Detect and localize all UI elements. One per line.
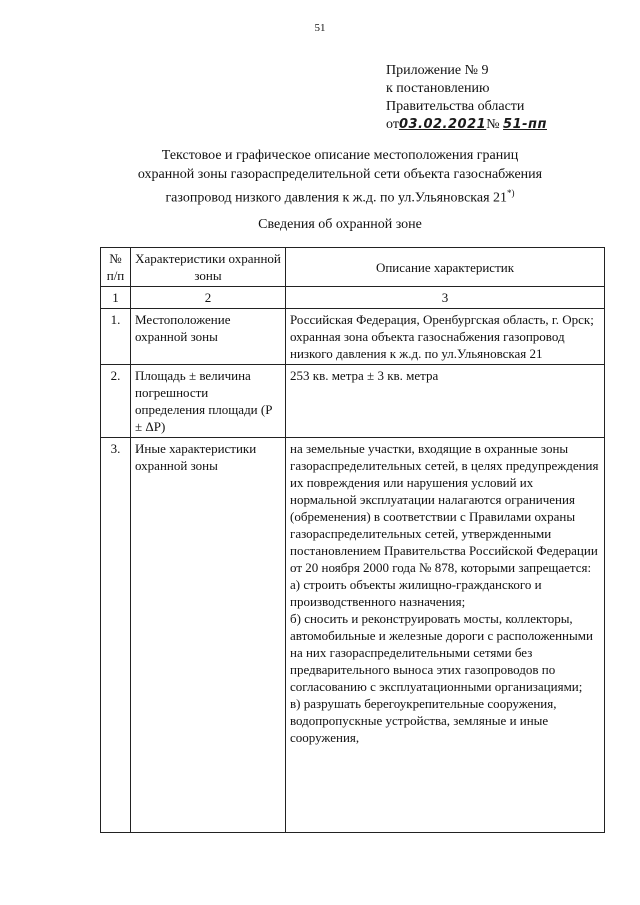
column-number-3: 3 [286, 287, 605, 309]
title-line-1: Текстовое и графическое описание местоположения границ [161, 148, 519, 163]
column-number-2: 2 [131, 287, 286, 309]
row-number: 3. [101, 438, 131, 833]
appendix-line-3: Правительства области [386, 99, 525, 114]
row-characteristic: Площадь ± величина погрешности определения площади (P ± ΔP) [131, 365, 286, 438]
appendix-block [386, 62, 547, 134]
footnote-mark: *) [507, 188, 515, 198]
table-header-row [101, 248, 605, 287]
title-line-3-wrap [100, 184, 580, 208]
table-row [101, 365, 605, 438]
table-row [101, 309, 605, 365]
title-line-3: газопровод низкого давления к ж.д. по ул.Ульяновская 21 [165, 190, 508, 206]
row-description: Российская Федерация, Оренбургская область, г. Орск; охранная зона объекта газоснабжения газопровод низкого давления к ж.д. по ул.Ульяновская 21 [286, 309, 605, 365]
header-characteristics: Характеристики охранной зоны [131, 248, 286, 287]
title-line-2: охранной зоны газораспределительной сети объекта газоснабжения [137, 167, 543, 182]
restriction-intro: на земельные участки, входящие в охранные зоны газораспределительных сетей, в целях предупреждения их повреждения или нарушения условий их нормальной эксплуатации налагаются ограничения (обременения) в соответствии с Правилами охраны газораспределительных сетей, утвержденными постановлением Правительства Российской Федерации от 20 ноября 2000 года № 878, которыми запрещается: [290, 441, 599, 575]
column-number-1: 1 [101, 287, 131, 309]
row-description [286, 438, 605, 833]
handwritten-date: 03.02.2021 [398, 117, 487, 132]
page-number: 51 [314, 22, 326, 34]
table-row [101, 438, 605, 833]
row-number: 2. [101, 365, 131, 438]
header-description: Описание характеристик [286, 248, 605, 287]
row-characteristic: Местоположение охранной зоны [131, 309, 286, 365]
row-number: 1. [101, 309, 131, 365]
restriction-item-b: б) сносить и реконструировать мосты, коллекторы, автомобильные и железные дороги с расположенными на них газораспределительными сетями без предварительного выноса этих газопроводов по согласованию с эксплуатационными организациями; [290, 611, 593, 694]
header-no: № п/п [101, 248, 131, 287]
column-number-row [101, 287, 605, 309]
section-subtitle: Сведения об охранной зоне [258, 217, 422, 232]
appendix-title: Приложение № 9 [386, 63, 489, 78]
document-title [100, 146, 580, 208]
zone-info-table [100, 247, 605, 833]
row-description: 253 кв. метра ± 3 кв. метра [286, 365, 605, 438]
restriction-item-a: а) строить объекты жилищно-гражданского и производственного назначения; [290, 577, 542, 609]
handwritten-number: 51-пп [503, 117, 547, 132]
row-characteristic: Иные характеристики охранной зоны [131, 438, 286, 833]
appendix-line-2: к постановлению [386, 81, 490, 96]
restriction-item-c: в) разрушать берегоукрепительные сооружения, водопропускные устройства, земляные и иные сооружения, [290, 696, 557, 745]
appendix-date-line [386, 116, 547, 134]
appendix-from-prefix: от [386, 117, 399, 132]
appendix-number-prefix: № [486, 117, 500, 132]
